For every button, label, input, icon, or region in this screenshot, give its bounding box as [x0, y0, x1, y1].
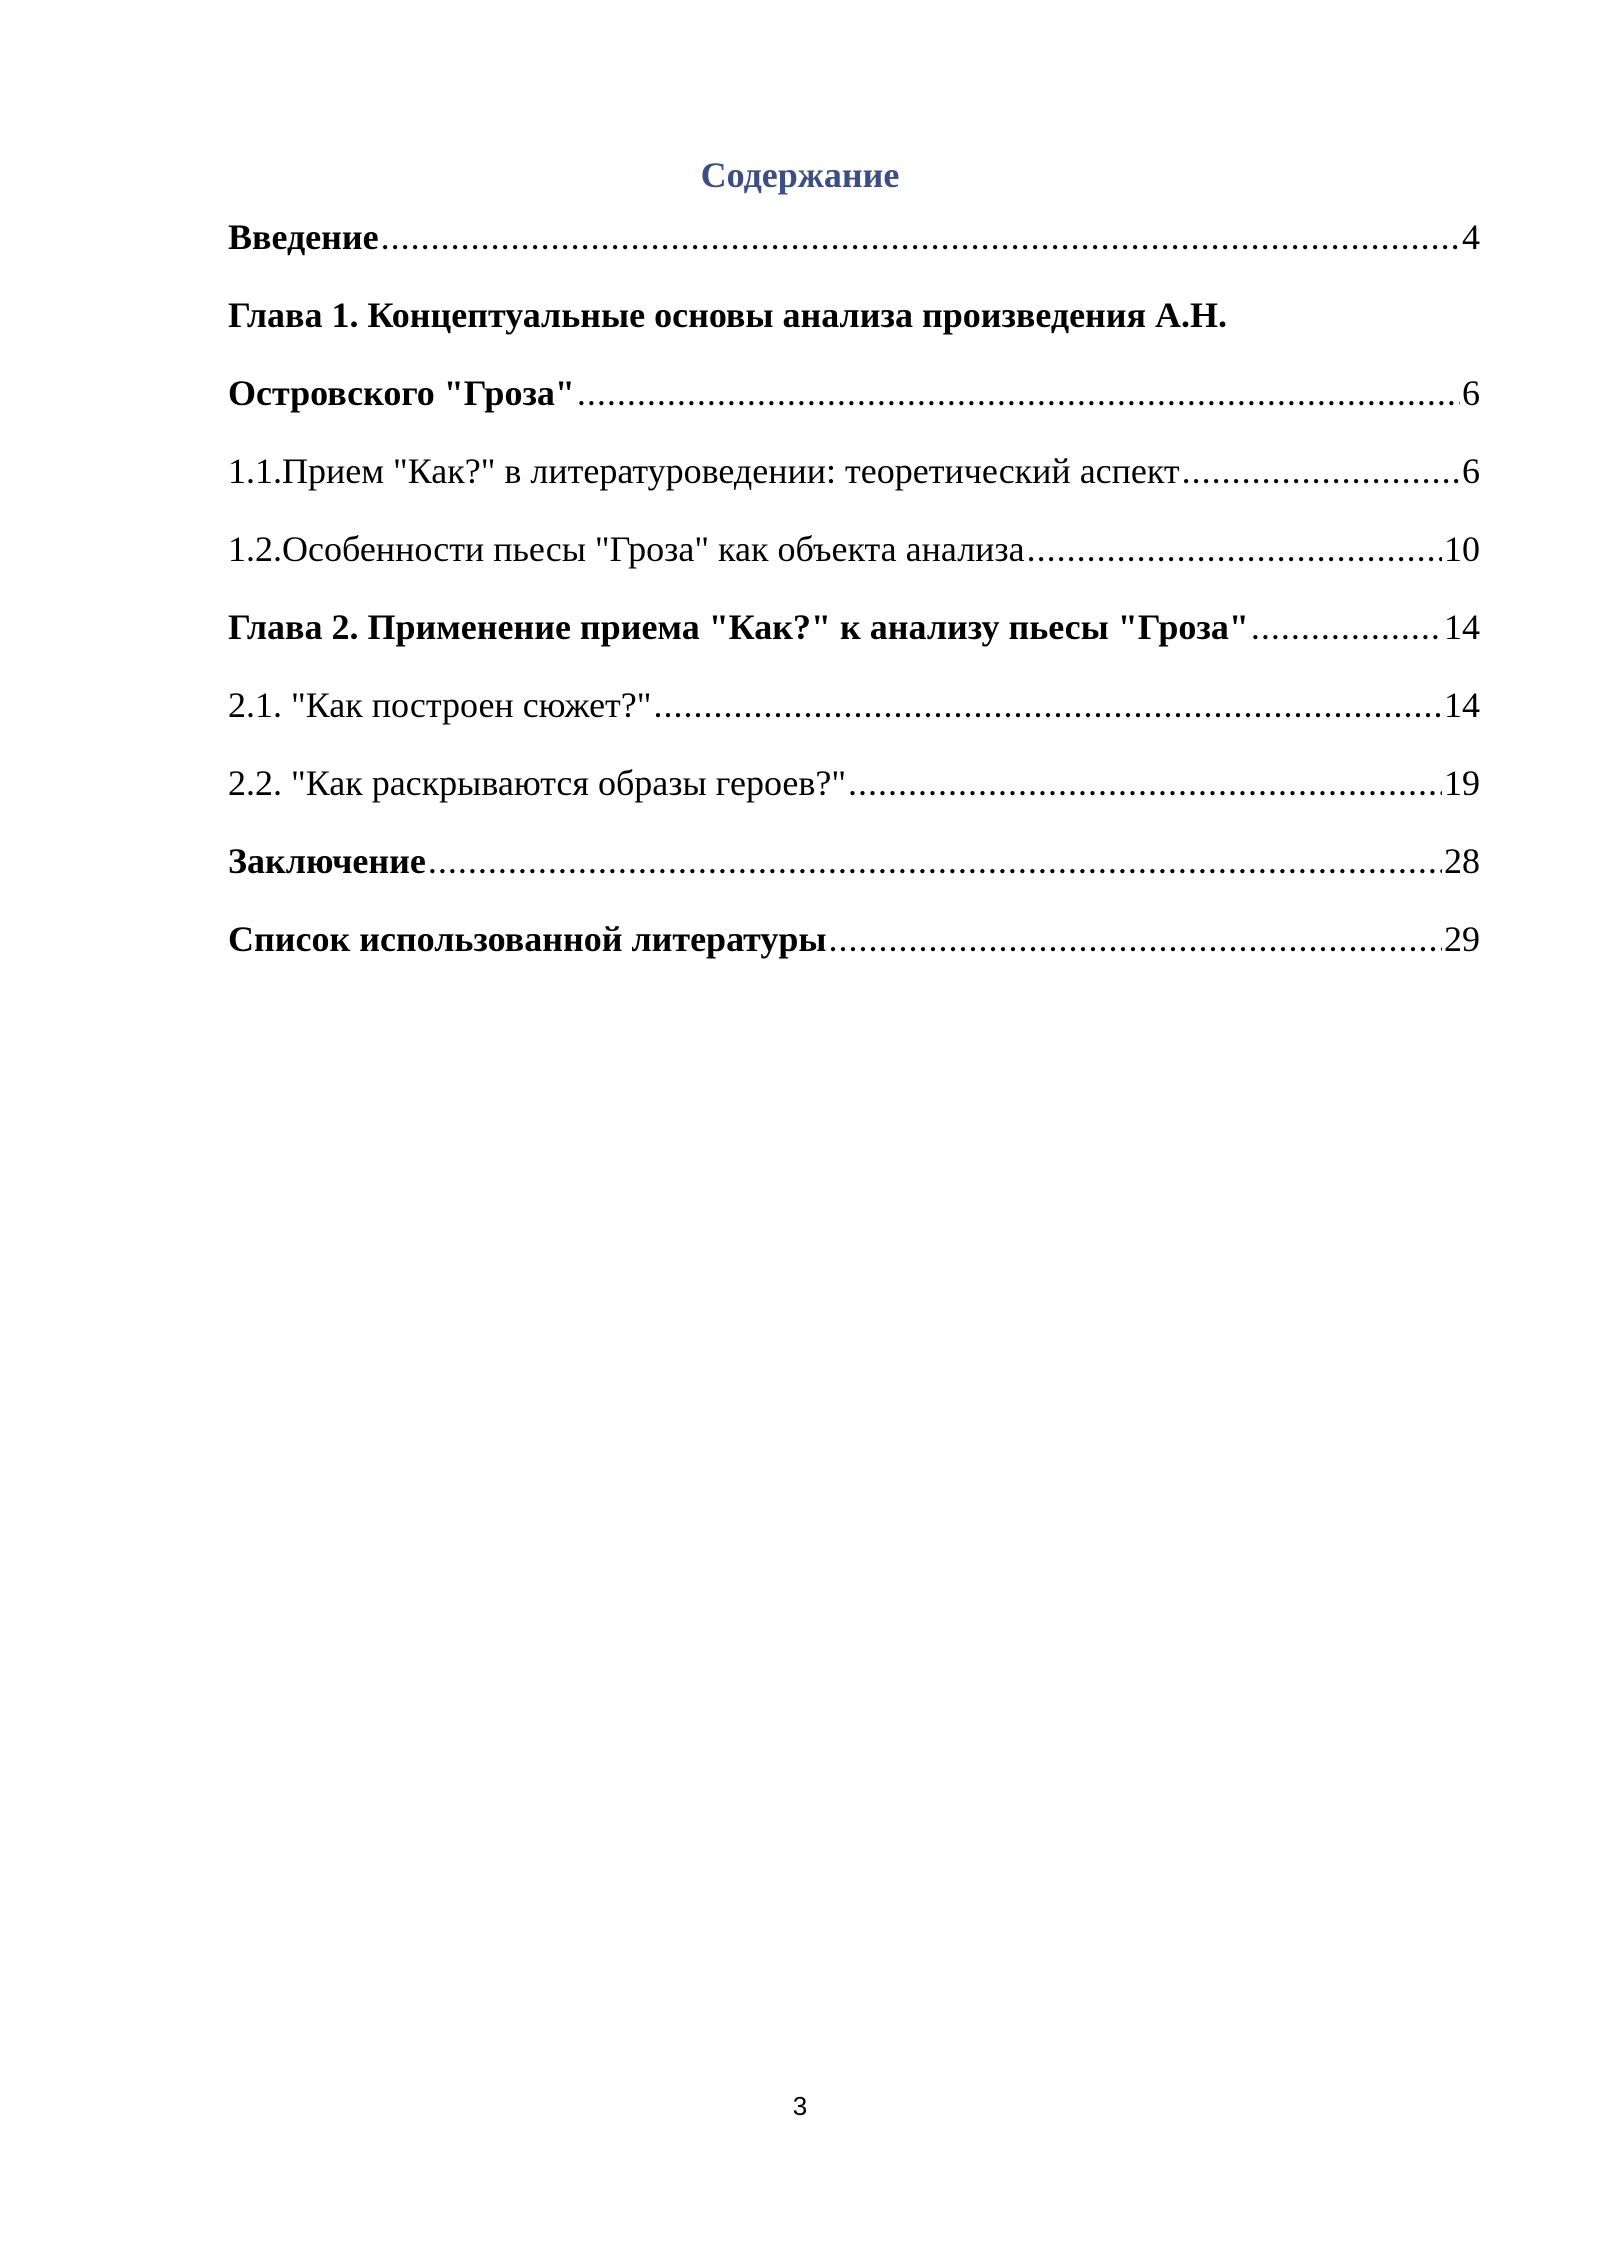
toc-entry-page-number: 14: [1444, 607, 1480, 647]
toc-entry-page-number: 10: [1444, 529, 1480, 569]
toc-entry-bibliography[interactable]: [228, 914, 1480, 964]
toc-dot-leader: [1182, 446, 1460, 496]
toc-dot-leader: [428, 836, 1442, 886]
toc-entry-label: Островского "Гроза": [228, 373, 575, 413]
page-number-footer: 3: [792, 2091, 808, 2121]
toc-entry-chapter-1[interactable]: [228, 290, 1480, 418]
toc-entry-page-number: 6: [1462, 451, 1480, 491]
toc-entry-label: 2.2. "Как раскрываются образы героев?": [228, 763, 847, 803]
toc-entry-introduction[interactable]: [228, 212, 1480, 262]
toc-entry-label: Список использованной литературы: [228, 919, 827, 959]
toc-dot-leader: [1251, 602, 1442, 652]
toc-entry-label: Глава 2. Применение приема "Как?" к анализу пьесы "Гроза": [228, 607, 1249, 647]
toc-entry-label: 1.1.Прием "Как?" в литературоведении: теоретический аспект: [228, 451, 1180, 491]
toc-entry-page-number: 19: [1444, 763, 1480, 803]
toc-dot-leader: [1027, 524, 1442, 574]
toc-dot-leader: [653, 680, 1442, 730]
toc-dot-leader: [381, 212, 1460, 262]
toc-entry-label: 1.2.Особенности пьесы "Гроза" как объекта анализа: [228, 529, 1025, 569]
toc-entry-conclusion[interactable]: [228, 836, 1480, 886]
toc-entry-chapter-2[interactable]: [228, 602, 1480, 652]
toc-entry-page-number: 4: [1462, 217, 1480, 257]
toc-entry-section-1-2[interactable]: [228, 524, 1480, 574]
toc-entry-section-1-1[interactable]: [228, 446, 1480, 496]
toc-entry-label: 2.1. "Как построен сюжет?": [228, 685, 652, 725]
toc-entry-page-number: 14: [1444, 685, 1480, 725]
toc-entry-section-2-1[interactable]: [228, 680, 1480, 730]
toc-dot-leader: [848, 758, 1442, 808]
toc-title: Содержание: [700, 155, 900, 195]
toc-dot-leader: [828, 914, 1442, 964]
table-of-contents: [228, 212, 1480, 992]
toc-entry-section-2-2[interactable]: [228, 758, 1480, 808]
toc-entry-page-number: 29: [1444, 919, 1480, 959]
toc-entry-label-line-1: Глава 1. Концептуальные основы анализа произведения А.Н.: [228, 295, 1228, 335]
toc-entry-page-number: 6: [1462, 373, 1480, 413]
toc-dot-leader: [577, 368, 1460, 418]
toc-entry-label: Введение: [228, 217, 379, 257]
toc-entry-page-number: 28: [1444, 841, 1480, 881]
toc-entry-label: Заключение: [228, 841, 426, 881]
